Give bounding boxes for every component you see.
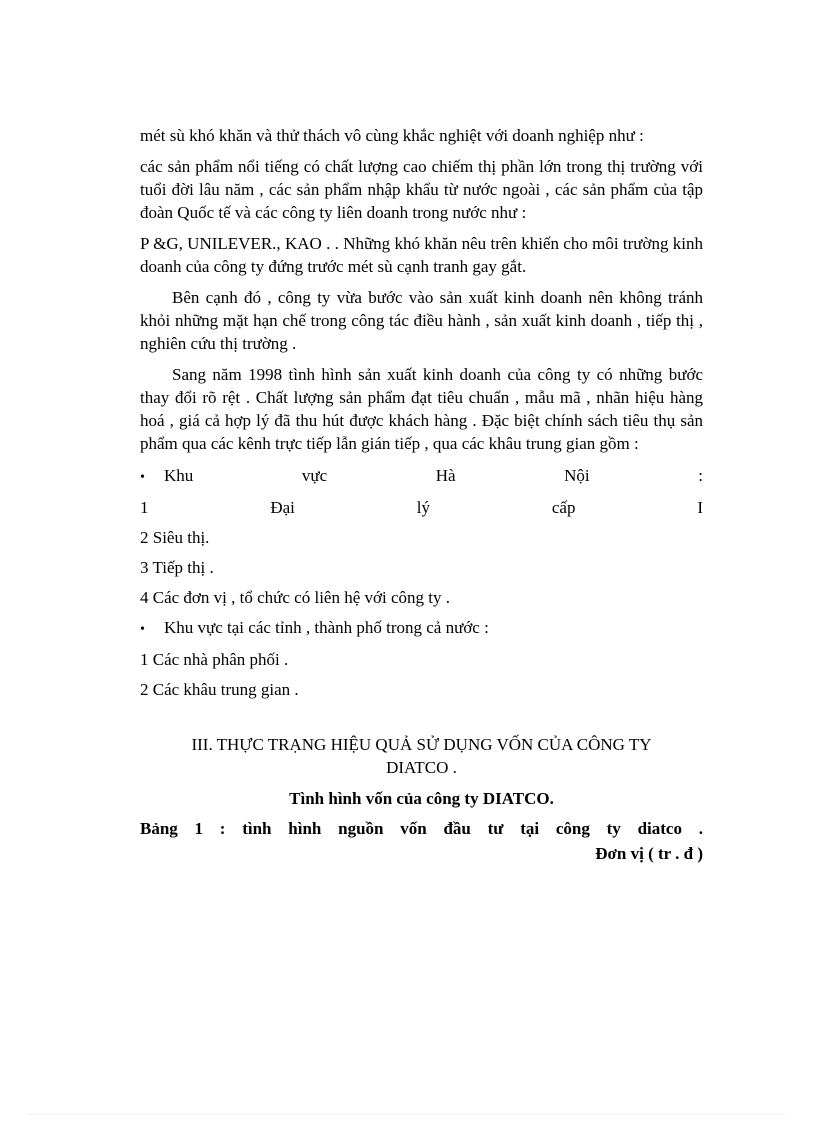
word: cấp (551, 498, 576, 517)
word: hình (288, 819, 322, 838)
list-item-dai-ly (140, 496, 703, 519)
word: Đại (270, 498, 295, 517)
word: công (555, 819, 590, 838)
word: lý (416, 498, 430, 517)
section-heading-line-2: DIATCO . (386, 758, 457, 777)
list-item-tiep-thi: 3 Tiếp thị . (140, 558, 214, 577)
list-item-sieu-thi: 2 Siêu thị. (140, 528, 210, 547)
paragraph-4: Bên cạnh đó , công ty vừa bước vào sản xuất kinh doanh nên không tránh khỏi những mặt hạn chế trong công tác điều hành , sản xuất kinh doanh , tiếp thị , nghiên cứu thị trường . (140, 288, 703, 353)
bullet-provinces-text: Khu vực tại các tỉnh , thành phố trong cả nước : (164, 618, 489, 637)
word: 1 (194, 819, 204, 838)
word: Bảng (140, 819, 178, 838)
document-page (140, 124, 703, 865)
word: tại (520, 819, 540, 838)
word: nguồn (338, 819, 384, 838)
bullet-item-provinces (140, 616, 703, 641)
word: tư (487, 819, 504, 838)
word: diatco (637, 819, 682, 838)
word: 1 (140, 498, 149, 517)
word: tình (242, 819, 272, 838)
paragraph-5: Sang năm 1998 tình hình sản xuất kinh doanh của công ty có những bước thay đổi rõ rệt . Chất lượng sản phẩm đạt tiêu chuẩn , mẫu mã , nhãn hiệu hàng hoá , giá cả hợp lý đã thu hút được khách hàng . Đặc biệt chính sách tiêu thụ sản phẩm qua các kênh trực tiếp lẫn gián tiếp , qua các khâu trung gian gồm : (140, 365, 703, 453)
word: Khu (164, 466, 194, 485)
word: đầu (443, 819, 471, 838)
unit-label: Đơn vị ( tr . đ ) (595, 844, 703, 863)
paragraph-3: P &G, UNILEVER., KAO . . Những khó khăn nêu trên khiến cho môi trường kinh doanh của công ty đứng trước mét sù cạnh tranh gay gắt. (140, 234, 703, 276)
list-item-khau-trung-gian: 2 Các khâu trung gian . (140, 680, 299, 699)
section-heading (140, 733, 703, 779)
word: Hà (435, 466, 456, 485)
word: : (219, 819, 226, 838)
word: I (697, 498, 703, 517)
page-bottom-divider (28, 1114, 788, 1116)
list-item-don-vi: 4 Các đơn vị , tổ chức có liên hệ với công ty . (140, 588, 450, 607)
paragraph-2: các sản phẩm nổi tiếng có chất lượng cao chiếm thị phần lớn trong thị trường với tuổi đời lâu năm , các sản phẩm nhập khẩu từ nước ngoài , các sản phẩm của tập đoàn Quốc tế và các công ty liên doanh trong nước như : (140, 157, 703, 222)
bullet-icon: • (140, 470, 145, 485)
word: . (698, 819, 703, 838)
bullet-item-hanoi (140, 464, 703, 489)
word: ty (606, 819, 621, 838)
table-caption (140, 817, 703, 840)
paragraph-1: mét sù khó khăn và thử thách vô cùng khắc nghiệt với doanh nghiệp như : (140, 126, 644, 145)
list-item-nha-phan-phoi: 1 Các nhà phân phối . (140, 650, 289, 669)
word: vực (301, 466, 328, 485)
word: vốn (400, 819, 427, 838)
bullet-hanoi-words (164, 464, 703, 487)
word: : (698, 466, 703, 485)
section-subheading: Tình hình vốn của công ty DIATCO. (289, 789, 554, 808)
section-heading-line-1: III. THỰC TRẠNG HIỆU QUẢ SỬ DỤNG VỐN CỦA CÔNG TY (191, 735, 652, 754)
bullet-icon: • (140, 622, 145, 637)
word: Nội (564, 466, 590, 485)
